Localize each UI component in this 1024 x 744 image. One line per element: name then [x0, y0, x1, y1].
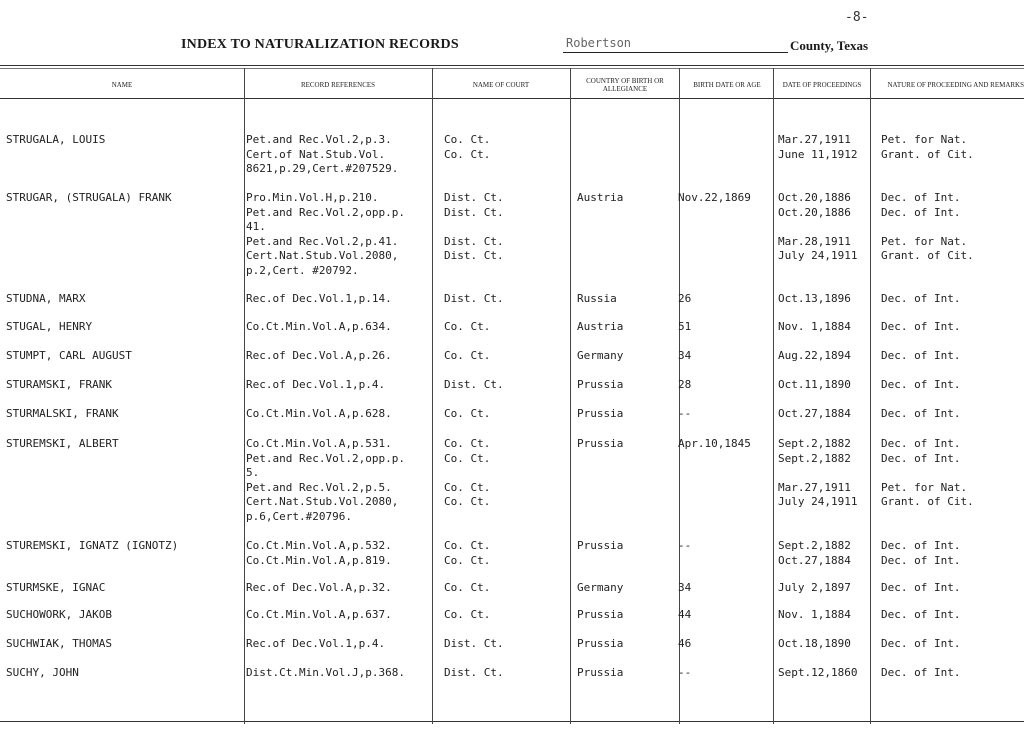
- record-country: Austria: [577, 191, 624, 204]
- record-name: STUMPT, CARL AUGUST: [6, 349, 132, 362]
- record-birth: 34: [678, 581, 692, 594]
- record-references: Rec.of Dec.Vol.1,p.4.: [246, 378, 386, 391]
- record-court: Dist. Ct. Dist. Ct. Dist. Ct. Dist. Ct.: [444, 191, 504, 262]
- record-references: Co.Ct.Min.Vol.A,p.628.: [246, 407, 392, 420]
- record-birth: 46: [678, 637, 692, 650]
- record-nature: Dec. of Int.: [881, 378, 961, 391]
- record-court: Co. Ct. Co. Ct.: [444, 133, 491, 161]
- record-nature: Dec. of Int.: [881, 320, 961, 333]
- record-name: STURMSKE, IGNAC: [6, 581, 106, 594]
- record-name: STURAMSKI, FRANK: [6, 378, 112, 391]
- record-nature: Dec. of Int.: [881, 666, 961, 679]
- record-birth: 51: [678, 320, 692, 333]
- record-date: Sept.12,1860: [778, 666, 858, 679]
- record-country: Austria: [577, 320, 624, 333]
- record-court: Co. Ct.: [444, 320, 491, 333]
- record-country: Prussia: [577, 437, 624, 450]
- record-name: SUCHY, JOHN: [6, 666, 79, 679]
- page-title: INDEX TO NATURALIZATION RECORDS: [181, 37, 459, 52]
- record-date: Oct.20,1886 Oct.20,1886 Mar.28,1911 July 24,1911: [778, 191, 858, 262]
- record-name: SUCHOWORK, JAKOB: [6, 608, 112, 621]
- record-nature: Dec. of Int. Dec. of Int. Pet. for Nat. Grant. of Cit.: [881, 191, 974, 262]
- record-nature: Dec. of Int.: [881, 292, 961, 305]
- record-nature: Dec. of Int.: [881, 608, 961, 621]
- record-birth: 44: [678, 608, 692, 621]
- record-date: Sept.2,1882 Oct.27,1884: [778, 539, 851, 567]
- record-references: Co.Ct.Min.Vol.A,p.637.: [246, 608, 392, 621]
- record-nature: Dec. of Int.: [881, 407, 961, 420]
- record-date: Nov. 1,1884: [778, 608, 851, 621]
- record-references: Rec.of Dec.Vol.1,p.4.: [246, 637, 386, 650]
- page-number: -8-: [845, 10, 869, 25]
- record-nature: Pet. for Nat. Grant. of Cit.: [881, 133, 974, 161]
- record-country: Prussia: [577, 637, 624, 650]
- county-name: Robertson: [566, 36, 632, 50]
- county-label: County, Texas: [790, 38, 869, 53]
- record-name: STRUGALA, LOUIS: [6, 133, 106, 146]
- record-court: Co. Ct. Co. Ct.: [444, 539, 491, 567]
- column-divider: [679, 68, 680, 724]
- record-birth: 28: [678, 378, 692, 391]
- record-date: Mar.27,1911 June 11,1912: [778, 133, 858, 161]
- record-nature: Dec. of Int. Dec. of Int.: [881, 539, 961, 567]
- record-date: Sept.2,1882 Sept.2,1882 Mar.27,1911 July 24,1911: [778, 437, 858, 508]
- record-court: Dist. Ct.: [444, 378, 504, 391]
- record-country: Prussia: [577, 539, 624, 552]
- record-references: Rec.of Dec.Vol.A,p.32.: [246, 581, 392, 594]
- record-references: Pet.and Rec.Vol.2,p.3. Cert.of Nat.Stub.Vol. 8621,p.29,Cert.#207529.: [246, 133, 399, 175]
- record-country: Prussia: [577, 407, 624, 420]
- record-date: Aug.22,1894: [778, 349, 851, 362]
- record-country: Prussia: [577, 608, 624, 621]
- column-header-name: NAME: [111, 81, 133, 89]
- record-court: Dist. Ct.: [444, 637, 504, 650]
- record-date: Oct.27,1884: [778, 407, 851, 420]
- record-birth: --: [678, 666, 692, 679]
- record-court: Co. Ct.: [444, 581, 491, 594]
- column-header-nature: NATURE OF PROCEEDING AND REMARKS: [887, 81, 1024, 89]
- header-top-rule: [0, 65, 1024, 66]
- column-divider: [773, 68, 774, 724]
- card-header: [0, 36, 1024, 56]
- record-nature: Dec. of Int.: [881, 349, 961, 362]
- record-birth: Nov.22,1869: [678, 191, 751, 204]
- record-nature: Dec. of Int.: [881, 637, 961, 650]
- record-name: STRUGAR, (STRUGALA) FRANK: [6, 191, 172, 204]
- record-court: Co. Ct.: [444, 349, 491, 362]
- record-country: Prussia: [577, 666, 624, 679]
- record-references: Rec.of Dec.Vol.A,p.26.: [246, 349, 392, 362]
- record-date: Oct.18,1890: [778, 637, 851, 650]
- record-birth: 26: [678, 292, 692, 305]
- column-divider: [870, 68, 871, 724]
- column-header-birth: BIRTH DATE OR AGE: [693, 81, 761, 89]
- record-references: Co.Ct.Min.Vol.A,p.532. Co.Ct.Min.Vol.A,p.819.: [246, 539, 392, 567]
- record-nature: Dec. of Int.: [881, 581, 961, 594]
- column-divider: [570, 68, 571, 724]
- record-country: Germany: [577, 349, 624, 362]
- record-date: Nov. 1,1884: [778, 320, 851, 333]
- record-references: Dist.Ct.Min.Vol.J,p.368.: [246, 666, 405, 679]
- record-name: STUREMSKI, IGNATZ (IGNOTZ): [6, 539, 179, 552]
- column-divider: [244, 68, 245, 724]
- record-date: Oct.13,1896: [778, 292, 851, 305]
- record-birth: 34: [678, 349, 692, 362]
- column-header-record-references: RECORD REFERENCES: [300, 81, 376, 89]
- record-country: Germany: [577, 581, 624, 594]
- record-name: STUGAL, HENRY: [6, 320, 93, 333]
- column-header-date: DATE OF PROCEEDINGS: [782, 81, 862, 89]
- record-date: July 2,1897: [778, 581, 851, 594]
- record-country: Prussia: [577, 378, 624, 391]
- record-name: STUDNA, MARX: [6, 292, 86, 305]
- column-divider: [432, 68, 433, 724]
- county-underline: [563, 52, 788, 53]
- record-name: SUCHWIAK, THOMAS: [6, 637, 112, 650]
- record-name: STURMALSKI, FRANK: [6, 407, 119, 420]
- record-birth: --: [678, 407, 692, 420]
- record-court: Dist. Ct.: [444, 666, 504, 679]
- record-references: Rec.of Dec.Vol.1,p.14.: [246, 292, 392, 305]
- record-court: Co. Ct. Co. Ct. Co. Ct. Co. Ct.: [444, 437, 491, 508]
- record-nature: Dec. of Int. Dec. of Int. Pet. for Nat. Grant. of Cit.: [881, 437, 974, 508]
- record-court: Co. Ct.: [444, 608, 491, 621]
- column-header-court: NAME OF COURT: [472, 81, 530, 89]
- record-references: Pro.Min.Vol.H,p.210. Pet.and Rec.Vol.2,opp.p. 41. Pet.and Rec.Vol.2,p.41. Cert.Nat.Stub.Vol.2080, p.2,Cert. #20792.: [246, 191, 405, 277]
- record-date: Oct.11,1890: [778, 378, 851, 391]
- record-birth: Apr.10,1845: [678, 437, 751, 450]
- column-header-country: COUNTRY OF BIRTH OR ALLEGIANCE: [586, 77, 664, 93]
- record-court: Co. Ct.: [444, 407, 491, 420]
- record-references: Co.Ct.Min.Vol.A,p.531. Pet.and Rec.Vol.2,opp.p. 5. Pet.and Rec.Vol.2,p.5. Cert.Nat.Stub.Vol.2080, p.6,Cert.#20796.: [246, 437, 405, 523]
- record-name: STUREMSKI, ALBERT: [6, 437, 119, 450]
- record-references: Co.Ct.Min.Vol.A,p.634.: [246, 320, 392, 333]
- record-court: Dist. Ct.: [444, 292, 504, 305]
- record-birth: --: [678, 539, 692, 552]
- record-country: Russia: [577, 292, 617, 305]
